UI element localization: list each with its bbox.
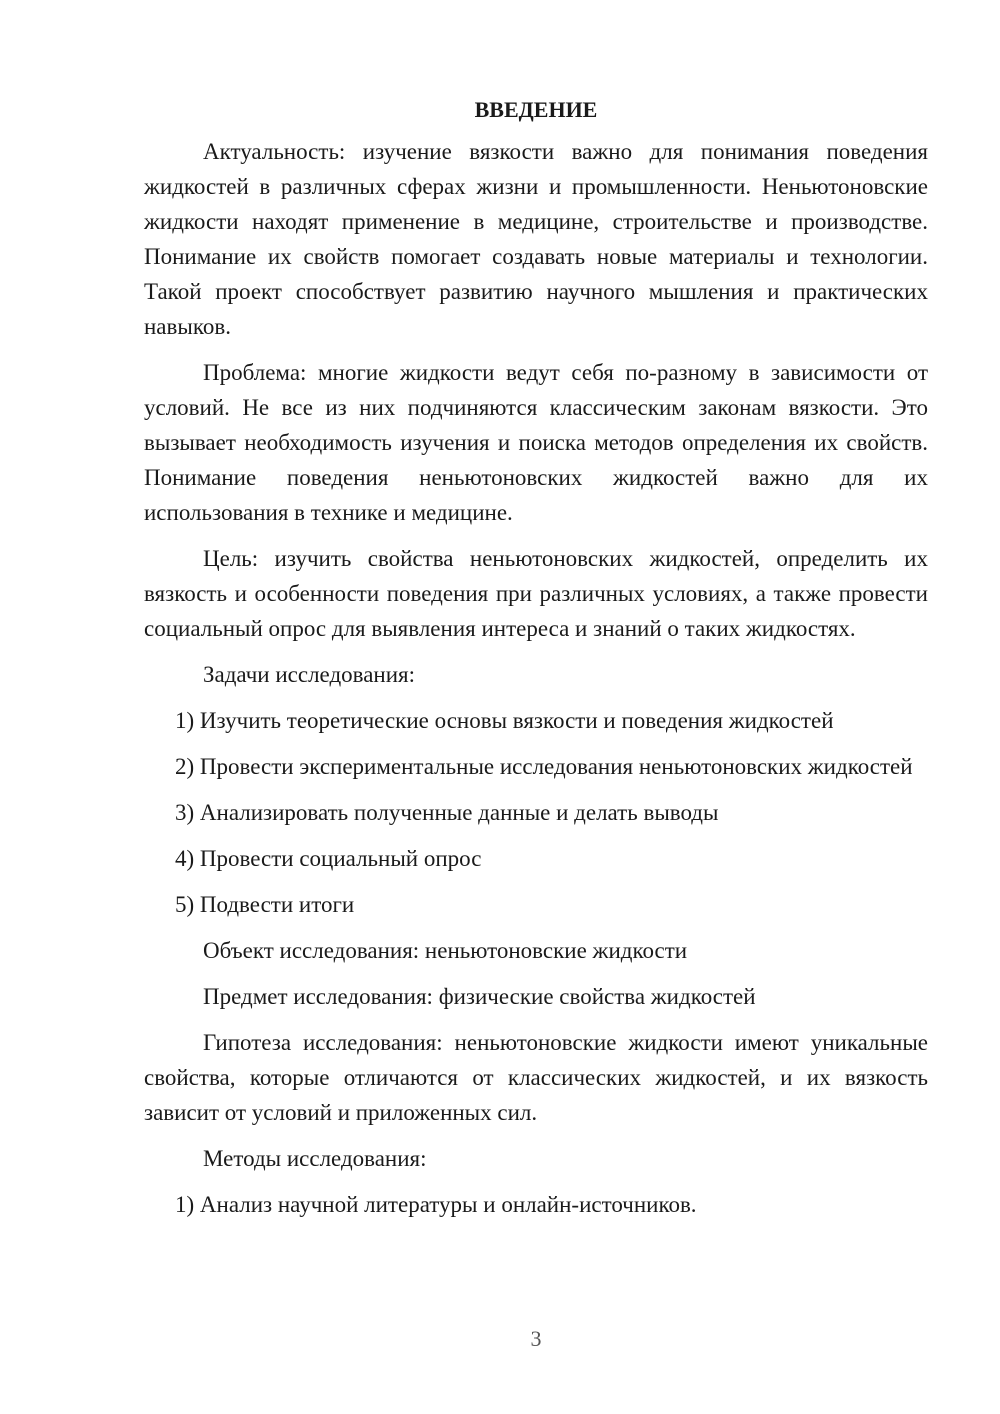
- paragraph-object: Объект исследования: неньютоновские жидкости: [203, 938, 688, 963]
- method-item-1: 1) Анализ научной литературы и онлайн-источников.: [175, 1192, 697, 1217]
- tasks-title: Задачи исследования:: [203, 662, 416, 687]
- page-number: 3: [530, 1326, 542, 1351]
- page-title: ВВЕДЕНИЕ: [474, 97, 598, 122]
- task-item-2: 2) Провести экспериментальные исследования неньютоновских жидкостей: [175, 754, 913, 779]
- task-item-5: 5) Подвести итоги: [175, 892, 355, 917]
- document-page: [144, 94, 928, 1233]
- task-item-3: 3) Анализировать полученные данные и делать выводы: [175, 800, 719, 825]
- paragraph-goal: Цель: изучить свойства неньютоновских жидкостей, определить их вязкость и особенности поведения при различных условиях, а также провести социальный опрос для выявления интереса и знаний о таких жидкостях.: [144, 546, 928, 641]
- task-item-1: 1) Изучить теоретические основы вязкости и поведения жидкостей: [175, 708, 834, 733]
- paragraph-hypothesis: Гипотеза исследования: неньютоновские жидкости имеют уникальные свойства, которые отличаются от классических жидкостей, и их вязкость зависит от условий и приложенных сил.: [144, 1030, 928, 1125]
- paragraph-relevance: Актуальность: изучение вязкости важно для понимания поведения жидкостей в различных сферах жизни и промышленности. Неньютоновские жидкости находят применение в медицине, строительстве и производстве. Понимание их свойств помогает создавать новые материалы и технологии. Такой проект способствует развитию научного мышления и практических навыков.: [144, 139, 928, 339]
- task-item-4: 4) Провести социальный опрос: [175, 846, 482, 871]
- paragraph-problem: Проблема: многие жидкости ведут себя по-разному в зависимости от условий. Не все из них подчиняются классическим законам вязкости. Это вызывает необходимость изучения и поиска методов определения их свойств. Понимание поведения неньютоновских жидкостей важно для их использования в технике и медицине.: [144, 360, 928, 525]
- paragraph-subject: Предмет исследования: физические свойства жидкостей: [203, 984, 756, 1009]
- methods-title: Методы исследования:: [203, 1146, 427, 1171]
